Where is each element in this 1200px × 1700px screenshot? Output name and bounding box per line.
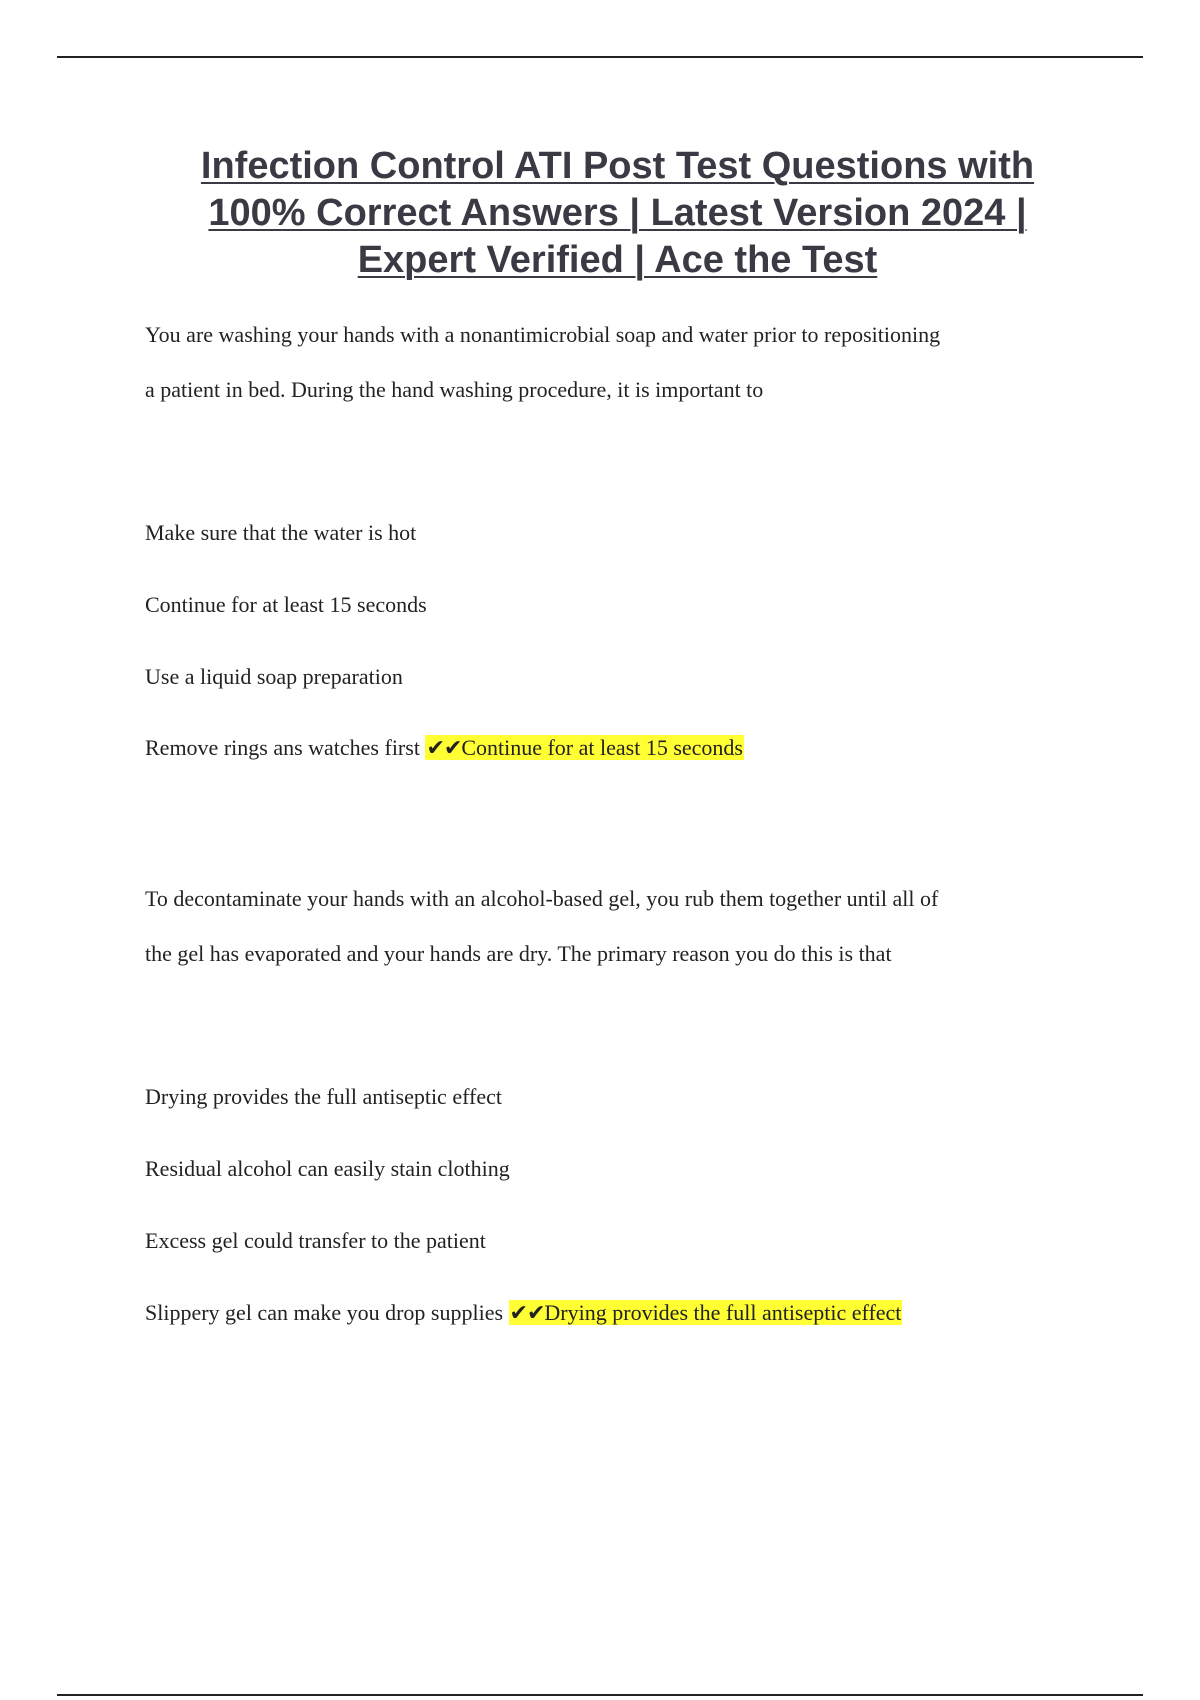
question-2-option-1: Drying provides the full antiseptic effect (145, 1084, 502, 1109)
question-1-option-4: Remove rings ans watches first (145, 735, 420, 760)
question-1-answer-highlight (425, 735, 744, 760)
question-1-option-1: Make sure that the water is hot (145, 520, 417, 545)
title-line-1: Infection Control ATI Post Test Questions with (200, 145, 1035, 187)
question-1-option-3: Use a liquid soap preparation (145, 664, 403, 689)
question-1-stem-line-1: You are washing your hands with a nonantimicrobial soap and water prior to repositioning (145, 322, 941, 347)
question-2-option-2: Residual alcohol can easily stain clothing (145, 1156, 510, 1181)
question-1-answer: Continue for at least 15 seconds (461, 735, 743, 760)
question-1-stem-line-2: a patient in bed. During the hand washing procedure, it is important to (145, 377, 764, 402)
question-2-option-3: Excess gel could transfer to the patient (145, 1228, 486, 1253)
bottom-rule (57, 1694, 1143, 1696)
question-1-option-4-line (145, 733, 744, 763)
question-2-stem-line-1: To decontaminate your hands with an alcohol-based gel, you rub them together until all of (145, 886, 939, 911)
title-line-2: 100% Correct Answers | Latest Version 2024 | (208, 192, 1027, 234)
question-2-answer-highlight (509, 1300, 903, 1325)
top-rule (57, 56, 1143, 58)
check-mark-icon: ✔✔ (426, 735, 462, 760)
question-1-option-2: Continue for at least 15 seconds (145, 592, 427, 617)
title-line-3: Expert Verified | Ace the Test (357, 239, 878, 281)
question-2-option-4-line (145, 1298, 902, 1328)
document-title (110, 143, 1125, 284)
question-2-stem-line-2: the gel has evaporated and your hands are dry. The primary reason you do this is that (145, 941, 892, 966)
question-2-option-4: Slippery gel can make you drop supplies (145, 1300, 504, 1325)
check-mark-icon: ✔✔ (509, 1300, 545, 1325)
question-2-answer: Drying provides the full antiseptic effect (544, 1300, 902, 1325)
